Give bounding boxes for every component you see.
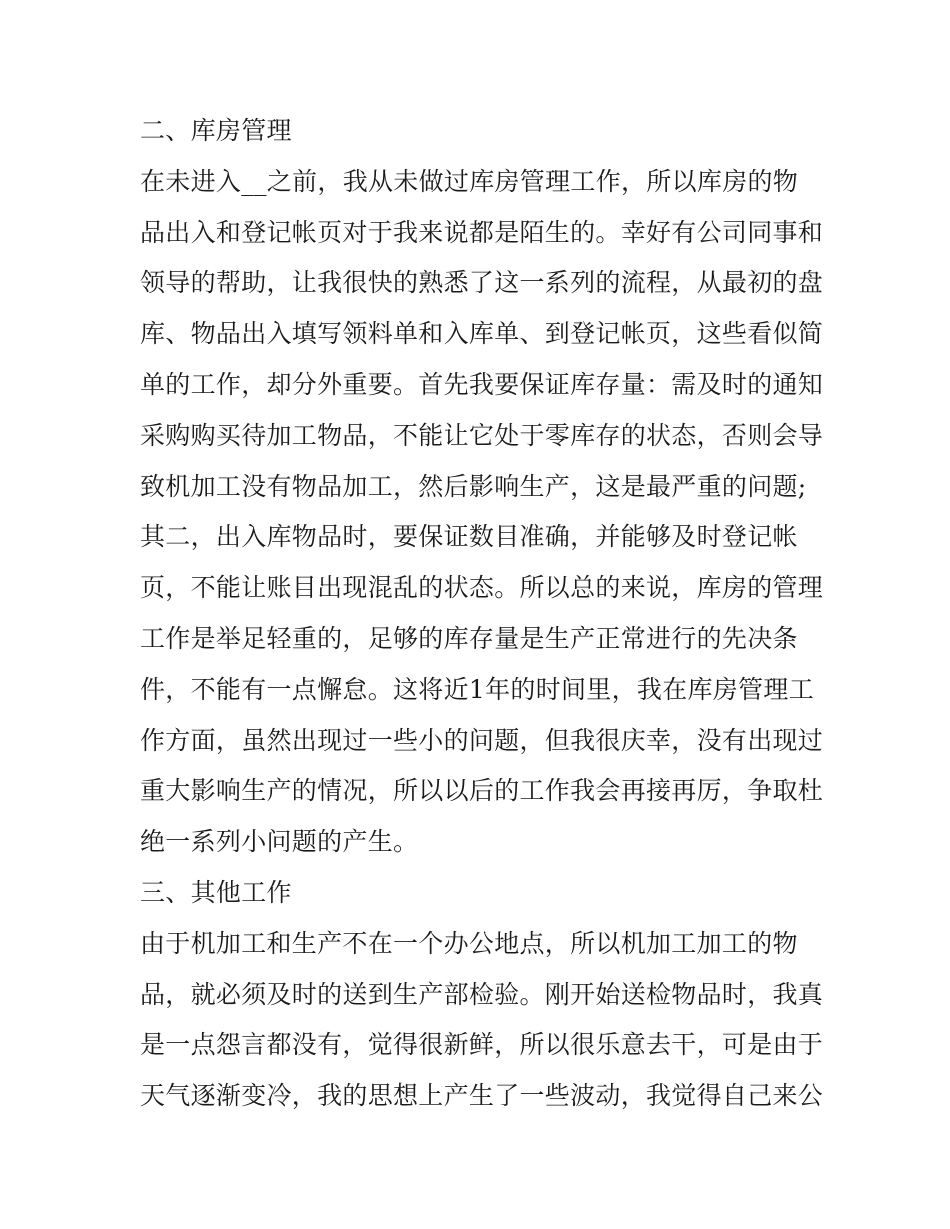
paragraph-line: 领导的帮助，让我很快的熟悉了这一系列的流程，从最初的盘	[140, 268, 824, 298]
paragraph-line: 页，不能让账目出现混乱的状态。所以总的来说，库房的管理	[140, 573, 824, 603]
paragraph-line: 采购购买待加工物品，不能让它处于零库存的状态，否则会导	[140, 420, 824, 450]
paragraph-line: 是一点怨言都没有，觉得很新鲜，所以很乐意去干，可是由于	[140, 1030, 824, 1060]
paragraph-line: 绝一系列小问题的产生。	[140, 827, 419, 857]
paragraph-line: 在未进入__之前，我从未做过库房管理工作，所以库房的物	[140, 166, 799, 196]
paragraph-line: 作方面，虽然出现过一些小的问题，但我很庆幸，没有出现过	[140, 725, 824, 755]
paragraph-line: 致机加工没有物品加工，然后影响生产，这是最严重的问题;	[140, 471, 807, 501]
paragraph-line: 单的工作，却分外重要。首先我要保证库存量：需及时的通知	[140, 369, 824, 399]
paragraph-line: 工作是举足轻重的，足够的库存量是生产正常进行的先决条	[140, 623, 798, 653]
paragraph-line: 品出入和登记帐页对于我来说都是陌生的。幸好有公司同事和	[140, 217, 824, 247]
paragraph-line: 由于机加工和生产不在一个办公地点，所以机加工加工的物	[140, 928, 798, 958]
paragraph-line: 天气逐渐变冷，我的思想上产生了一些波动，我觉得自己来公	[140, 1081, 824, 1111]
paragraph-line: 件，不能有一点懈怠。这将近1年的时间里，我在库房管理工	[140, 674, 815, 704]
section-heading-warehouse: 二、库房管理	[140, 116, 292, 145]
paragraph-line: 其二，出入库物品时，要保证数目准确，并能够及时登记帐	[140, 522, 798, 552]
document-body	[140, 106, 824, 1122]
section-heading-other-work: 三、其他工作	[140, 877, 292, 907]
paragraph-line: 品，就必须及时的送到生产部检验。刚开始送检物品时，我真	[140, 979, 824, 1009]
paragraph-line: 库、物品出入填写领料单和入库单、到登记帐页，这些看似简	[140, 319, 824, 349]
paragraph-line: 重大影响生产的情况，所以以后的工作我会再接再厉，争取杜	[140, 776, 824, 806]
